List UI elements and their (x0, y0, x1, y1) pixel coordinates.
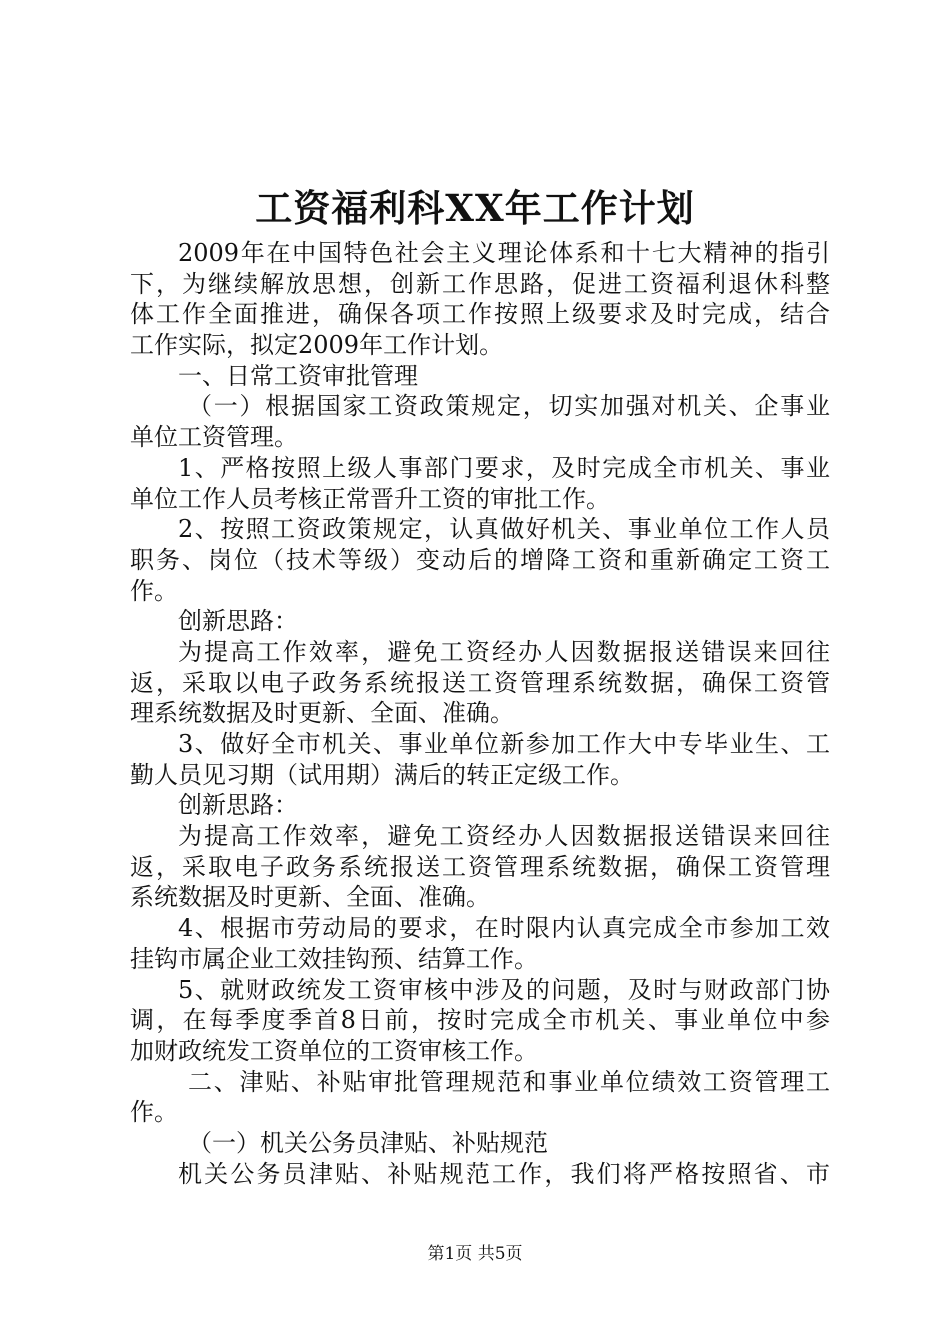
section-heading: 二、津贴、补贴审批管理规范和事业单位绩效工资管理工 (188, 1067, 830, 1096)
paragraph-line: 加财政统发工资单位的工资审核工作。 (130, 1036, 538, 1065)
paragraph-line: 调，在每季度季首8日前，按时完成全市机关、事业单位中参 (130, 1006, 830, 1035)
paragraph-line: 职务、岗位（技术等级）变动后的增降工资和重新确定工资工 (130, 545, 830, 574)
paragraph-line: 为提高工作效率，避免工资经办人因数据报送错误来回往 (178, 822, 830, 851)
paragraph-line: 挂钩市属企业工效挂钩预、结算工作。 (130, 944, 538, 973)
paragraph-line: 作。 (130, 1098, 178, 1127)
paragraph-line: 勤人员见习期（试用期）满后的转正定级工作。 (130, 760, 634, 789)
page-number-footer: 第1页 共5页 (427, 1244, 523, 1264)
paragraph-line: 体工作全面推进，确保各项工作按照上级要求及时完成，结合 (130, 300, 830, 329)
subsection-heading: （一）根据国家工资政策规定，切实加强对机关、企事业 (188, 392, 830, 421)
paragraph-line: 返，采取以电子政务系统报送工资管理系统数据，确保工资管 (130, 668, 830, 697)
section-heading: 一、日常工资审批管理 (178, 361, 418, 390)
paragraph-line: 系统数据及时更新、全面、准确。 (130, 883, 490, 912)
paragraph-line: 理系统数据及时更新、全面、准确。 (130, 699, 514, 728)
paragraph-line: 5、就财政统发工资审核中涉及的问题，及时与财政部门协 (178, 975, 830, 1004)
subsection-heading: （一）机关公务员津贴、补贴规范 (188, 1128, 548, 1157)
paragraph-line: 返，采取电子政务系统报送工资管理系统数据，确保工资管理 (130, 852, 830, 881)
innovation-label: 创新思路： (178, 791, 298, 820)
paragraph-line: 下，为继续解放思想，创新工作思路，促进工资福利退休科整 (130, 269, 830, 298)
paragraph-line: 单位工作人员考核正常晋升工资的审批工作。 (130, 484, 610, 513)
document-title: 工资福利科XX年工作计划 (255, 186, 695, 230)
paragraph-line: 为提高工作效率，避免工资经办人因数据报送错误来回往 (178, 637, 830, 666)
innovation-label: 创新思路： (178, 607, 298, 636)
paragraph-line: 4、根据市劳动局的要求，在时限内认真完成全市参加工效 (178, 914, 830, 943)
paragraph-line: 1、严格按照上级人事部门要求，及时完成全市机关、事业 (178, 453, 830, 482)
paragraph-line: 2、按照工资政策规定，认真做好机关、事业单位工作人员 (178, 515, 830, 544)
paragraph-line: 工作实际，拟定2009年工作计划。 (130, 331, 504, 360)
paragraph-line: 机关公务员津贴、补贴规范工作，我们将严格按照省、市 (178, 1159, 830, 1188)
paragraph-line: 3、做好全市机关、事业单位新参加工作大中专毕业生、工 (178, 730, 830, 758)
paragraph-line: 2009年在中国特色社会主义理论体系和十七大精神的指引 (178, 239, 830, 267)
paragraph-line: 单位工资管理。 (130, 423, 298, 452)
paragraph-line: 作。 (130, 576, 178, 605)
document-body (130, 238, 830, 1189)
